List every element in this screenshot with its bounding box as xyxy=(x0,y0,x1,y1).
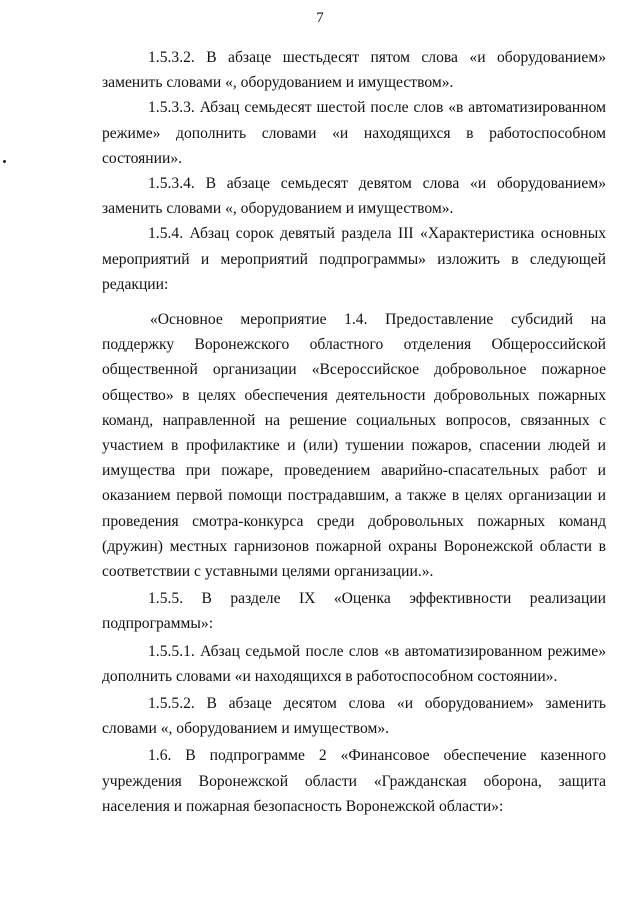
scan-artifact-dot xyxy=(3,160,6,163)
paragraph-1-5-5-1: 1.5.5.1. Абзац седьмой после слов «в автоматизированном режиме» дополнить словами «и находящихся в работоспособном состоянии». xyxy=(102,642,606,685)
paragraph-1-5-3-4: 1.5.3.4. В абзаце семьдесят девятом слова «и оборудованием» заменить словами «, оборудованием и имуществом». xyxy=(102,175,606,218)
paragraph-1-5-4: 1.5.4. Абзац сорок девятый раздела III «Характеристика основных мероприятий и мероприятий подпрограммы» изложить в следующей редакции: xyxy=(102,225,606,293)
paragraph-1-5-5-2: 1.5.5.2. В абзаце десятом слова «и оборудованием» заменить словами «, оборудованием и имуществом». xyxy=(102,695,606,738)
paragraph-1-5-5: 1.5.5. В разделе IX «Оценка эффективности реализации подпрограммы»: xyxy=(102,590,606,633)
paragraph-1-5-3-3: 1.5.3.3. Абзац семьдесят шестой после слов «в автоматизированном режиме» дополнить словами «и находящихся в работоспособном состоянии». xyxy=(102,99,606,167)
paragraph-1-5-3-2: 1.5.3.2. В абзаце шестьдесят пятом слова «и оборудованием» заменить словами «, оборудованием и имуществом». xyxy=(102,49,606,92)
paragraph-quoted-measure-1-4: «Основное мероприятие 1.4. Предоставление субсидий на поддержку Воронежского областного отделения Общероссийской общественной организации «Всероссийское добровольное пожарное общество» в целях обеспечения деятельности добровольных пожарных команд, направленной на решение социальных вопросов, связанных с участием в профилактике и (или) тушении пожаров, спасении людей и имущества при пожаре, проведением аварийно-спасательных работ и оказанием первой помощи пострадавшим, а также в целях организации и проведения смотра-конкурса среди добровольных пожарных команд (дружин) местных гарнизонов пожарной охраны Воронежской области в соответствии с уставными целями организации.». xyxy=(102,311,606,581)
paragraph-1-6: 1.6. В подпрограмме 2 «Финансовое обеспечение казенного учреждения Воронежской области «Гражданская оборона, защита населения и пожарная безопасность Воронежской области»: xyxy=(102,747,606,815)
document-body xyxy=(102,45,606,819)
page-number: 7 xyxy=(316,10,324,26)
